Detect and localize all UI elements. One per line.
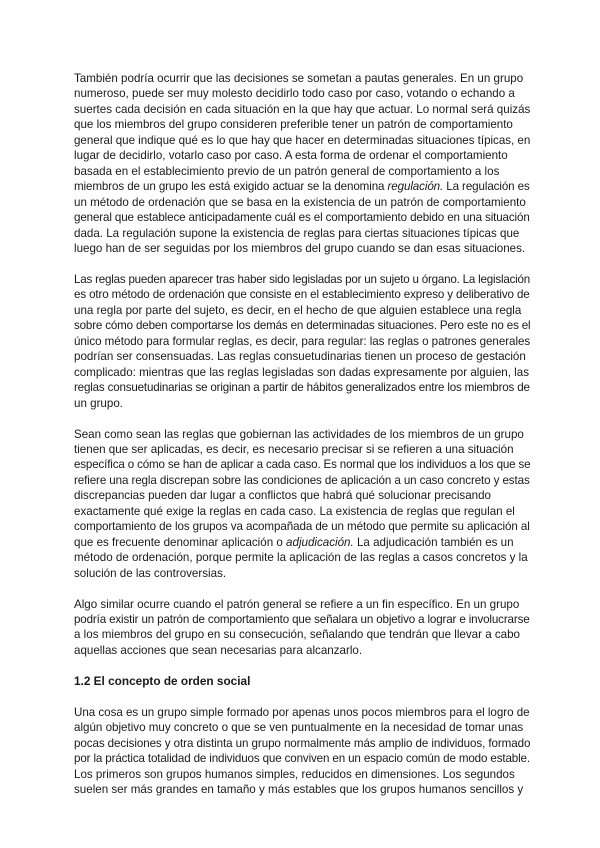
text-line: por la práctica totalidad de individuos que conviven en un espacio común de modo estable. (74, 752, 530, 766)
text-line: complicado: mientras que las reglas legisladas son dadas expresamente por alguien, las (74, 365, 529, 379)
text-line: es otro método de ordenación que consiste en el establecimiento expreso y deliberativo de (74, 288, 530, 302)
text-line: específica o cómo se han de aplicar a cada caso. Es normal que los individuos a los que se (74, 458, 531, 472)
text-line: reglas consuetudinarias se originan a partir de hábitos generalizados entre los miembros de (74, 381, 530, 395)
text-line: Las reglas pueden aparecer tras haber sido legisladas por un sujeto u órgano. La legislación (74, 272, 531, 286)
paragraph-fin-especifico (74, 597, 530, 659)
section-heading: 1.2 El concepto de orden social (74, 673, 251, 688)
text-line: refiere una regla discrepan sobre las condiciones de aplicación a un caso concreto y estas (74, 473, 530, 487)
text-line: basada en el establecimiento previo de un patrón general de comportamiento a los (74, 164, 500, 178)
text-line: que los miembros del grupo consideren preferible tener un patrón de comportamiento (74, 118, 513, 132)
text-line (74, 179, 530, 194)
text-line: numeroso, puede ser muy molesto decidirlo todo caso por caso, votando o echando a (74, 87, 515, 101)
text-line: sobre cómo deben comportarse los demás en determinadas situaciones. Pero este no es el (74, 319, 531, 333)
text-run: La adjudicación también es un (353, 535, 514, 549)
text-line: podría existir un patrón de comportamiento que señalara un objetivo a lograr e involucrarse (74, 613, 530, 626)
text-line: general que indique qué es lo que hay que hacer en determinadas situaciones típicas, en (74, 133, 531, 147)
term-regulacion: regulación. (387, 180, 444, 194)
paragraph-regulacion (74, 71, 530, 256)
text-run: miembros de un grupo les está exigido actuar se la denomina (74, 180, 388, 194)
text-line (74, 535, 530, 550)
text-line: a los miembros del grupo en su consecución, señalando que tendrán que llevar a cabo (74, 628, 521, 642)
text-line: solución de las controversias. (74, 566, 227, 580)
text-line: Una cosa es un grupo simple formado por apenas unos pocos miembros para el logro de (74, 705, 530, 719)
text-line: lugar de decidirlo, votarlo caso por caso. A esta forma de ordenar el comportamiento (74, 149, 508, 163)
text-line: pocas decisiones y otra distinta un grupo normalmente más amplio de individuos, formado (74, 736, 531, 750)
paragraph-grupos (74, 705, 530, 798)
text-line: dada. La regulación supone la existencia de reglas para ciertas situaciones típicas que (74, 226, 520, 240)
term-adjudicacion: adjudicación. (286, 535, 354, 549)
text-line: único método para formular reglas, es decir, para regular: las reglas o patrones generales (74, 334, 531, 348)
text-line: Sean como sean las reglas que gobiernan las actividades de los miembros de un grupo (74, 427, 524, 441)
text-line: comportamiento de los grupos va acompañada de un método que permite su aplicación al (74, 520, 530, 534)
text-line: aquellas acciones que sean necesarias para alcanzarlo. (74, 643, 363, 657)
text-line: una regla por parte del sujeto, es decir, en el hecho de que alguien establece una regla (74, 303, 522, 317)
text-line: general que establece anticipadamente cuál es el comportamiento debido en una situación (74, 211, 530, 225)
text-line: método de ordenación, porque permite la aplicación de las reglas a casos concretos y la (74, 551, 528, 565)
text-line: exactamente qué exige la reglas en cada caso. La existencia de reglas que regulan el (74, 504, 515, 518)
document-page (74, 71, 530, 798)
text-line: suertes cada decisión en cada situación en la que hay que actuar. Lo normal será quizás (74, 102, 531, 116)
text-line: También podría ocurrir que las decisiones se sometan a pautas generales. En un grupo (74, 72, 524, 85)
paragraph-legislacion (74, 272, 530, 411)
text-line: discrepancias pueden dar lugar a conflictos que habrá qué solucionar precisando (74, 489, 492, 503)
text-line: luego han de ser seguidas por los miembros del grupo cuando se dan esas situaciones. (74, 241, 526, 255)
paragraph-adjudicacion (74, 427, 530, 582)
text-run: La regulación es (443, 180, 530, 194)
text-line: Los primeros son grupos humanos simples, reducidos en dimensiones. Los segundos (74, 767, 515, 781)
text-run: que es frecuente denominar aplicación o (74, 535, 287, 549)
text-line: podrían ser consensuadas. Las reglas consuetudinarias tienen un proceso de gestación (74, 350, 526, 364)
text-line: algún objetivo muy concreto o que se ven puntualmente en la necesidad de tomar unas (74, 721, 524, 735)
text-line: suelen ser más grandes en tamaño y más estables que los grupos humanos sencillos y (74, 783, 524, 797)
text-line: un método de ordenación que se basa en la existencia de un patrón de comportamiento (74, 195, 526, 209)
text-line: Algo similar ocurre cuando el patrón general se refiere a un fin específico. En un grupo (74, 597, 520, 611)
text-line: un grupo. (74, 396, 123, 410)
text-line: tienen que ser aplicadas, es decir, es necesario precisar si se refieren a una situación (74, 442, 514, 456)
